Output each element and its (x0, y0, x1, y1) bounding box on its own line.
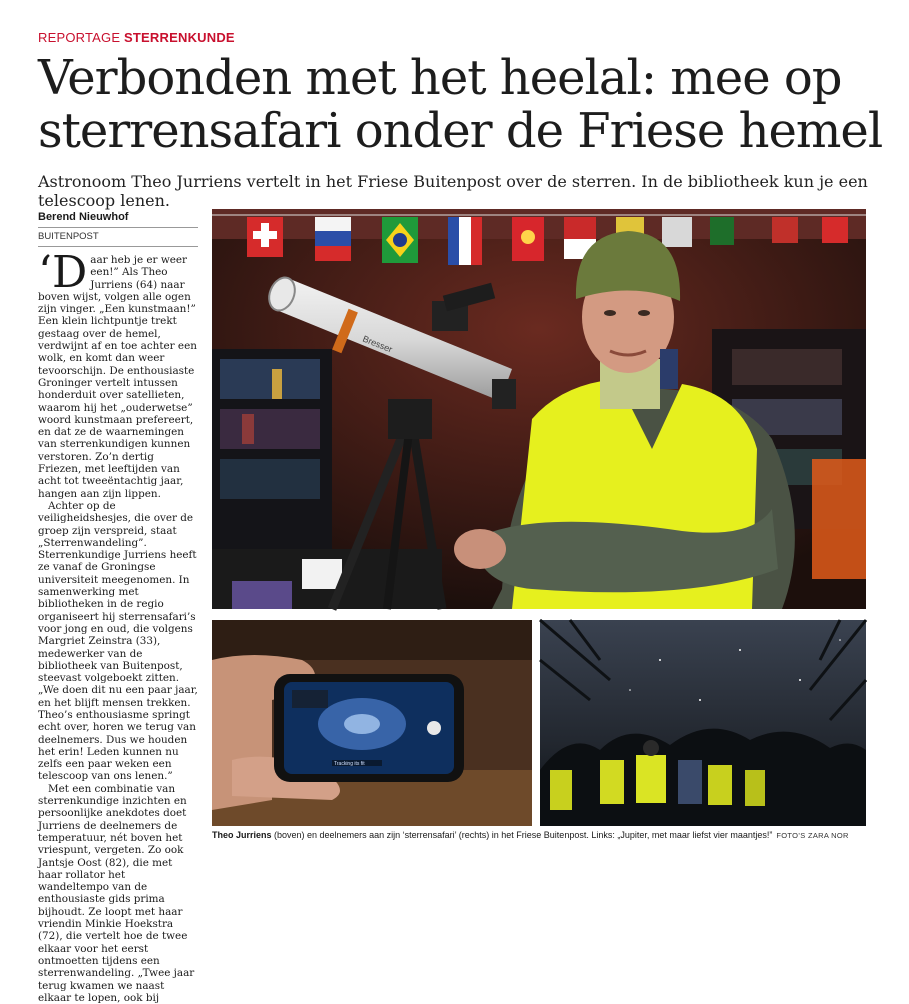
article-paragraph (38, 247, 198, 500)
headline: Verbonden met het heelal: mee op sterrensafari onder de Friese hemel (38, 50, 883, 159)
byline-rule (38, 227, 198, 228)
byline-author: Berend Nieuwhof (38, 211, 129, 223)
main-photo (212, 209, 866, 609)
kicker-topic: STERRENKUNDE (124, 30, 235, 45)
caption-text: (boven) en deelnemers aan zijn ‘sterrensafari’ (rechts) in het Friese Buitenpost. Links: „Jupiter, met maar liefst vier maantjes!” (271, 830, 773, 840)
night-photo-illustration (540, 620, 866, 826)
night-photo (540, 620, 866, 826)
article-body (38, 247, 198, 1004)
byline-place: BUITENPOST (38, 231, 99, 242)
article-paragraph: Met een combinatie van sterrenkundige inzichten en persoonlijke anekdotes doet Jurriens de deelnemers de temperatuur, nét boven het vriespunt, vergeten. Zo ook Jantsje Oost (82), die met haar rollator het wandeltempo van de enthousiaste gids prima bijhoudt. Ze loopt met haar vriendin Minkie Hoekstra (72), die vertelt hoe de twee elkaar voor het eerst ontmoetten tijdens een sterrenwandeling. „Twee jaar terug kwamen we naast elkaar te lopen, ook bij (38, 782, 195, 1004)
intro: Astronoom Theo Jurriens vertelt in het Friese Buitenpost over de sterren. In de bibliotheek kun je een telescoop lenen. (38, 172, 868, 210)
telescope-brand-label: Bresser (361, 333, 394, 355)
phone-photo-illustration (212, 620, 532, 826)
photo-caption (212, 830, 872, 840)
phone-photo (212, 620, 532, 826)
main-photo-illustration (212, 209, 866, 609)
phone-screen-text: Tracking its fit (334, 761, 365, 767)
photo-credit: FOTO’S ZARA NOR (776, 831, 849, 840)
article-paragraph: Achter op de veiligheidshesjes, die over de groep zijn verspreid, staat „Sterrenwandeling”. Sterrenkundige Jurriens heeft ze vanaf de Groningse universiteit meegenomen. In samenwerking met bibliotheken in de regio organiseert hij sterrensafari’s voor jong en oud, die volgens Margriet Zeinstra (33), medewerker van de bibliotheek van Buitenpost, steevast volgeboekt zitten. „We doen dit nu een paar jaar, en het blijft mensen trekken. Theo’s enthousiasme springt echt over, horen we terug van deelnemers. Dus we houden het erin! Leden kunnen nu zelfs een paar weken een telescoop van ons lenen.” (38, 499, 198, 783)
kicker (38, 30, 235, 45)
kicker-section: REPORTAGE (38, 30, 121, 45)
caption-name: Theo Jurriens (212, 830, 272, 840)
paragraph-text: aar heb je er weer een!” Als Theo Jurriens (64) naar boven wijst, volgen alle ogen zijn vinger. „Een kunstmaan!” Een klein lichtpuntje trekt gestaag over de hemel, verdwijnt af en toe achter een wolk, en komt dan weer tevoorschijn. De enthousiaste Groninger vertelt intussen honderduit over satellieten, waarom hij het „ouderwetse” woord kunstmaan prefereert, en dat ze de waarnemingen van sterrenkundigen kunnen verstoren. Zo’n dertig Friezen, met leeftijden van acht tot tweeëntachtig jaar, hangen aan zijn lippen. (38, 254, 197, 500)
dropcap: ‘D (38, 247, 88, 298)
